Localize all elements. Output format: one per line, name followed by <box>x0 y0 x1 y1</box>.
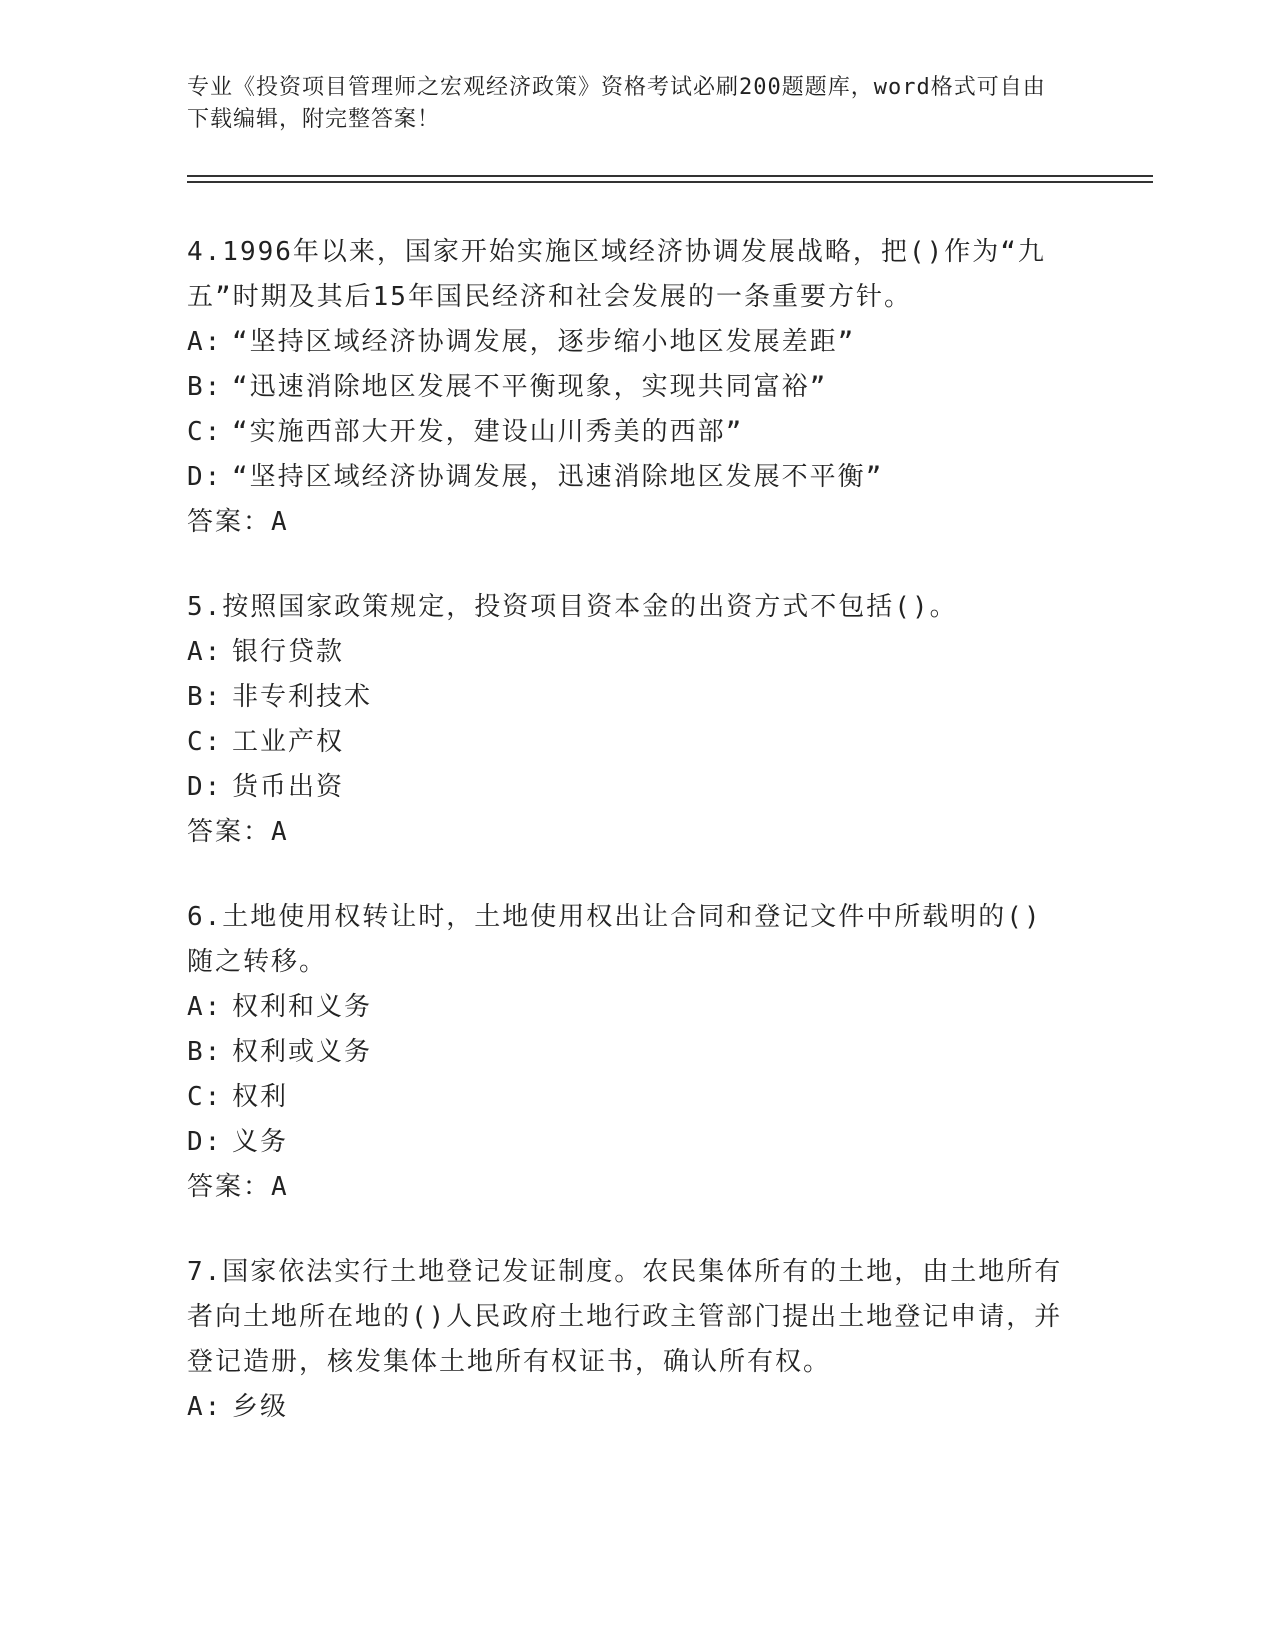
option-d <box>187 1120 1067 1165</box>
question-stem: 4.1996年以来，国家开始实施区域经济协调发展战略，把()作为“九五”时期及其后15年国民经济和社会发展的一条重要方针。 <box>187 237 1046 312</box>
option-key: B: <box>187 1037 223 1067</box>
option-b <box>187 675 1067 720</box>
option-text: 银行贷款 <box>232 637 345 667</box>
answer-value: A <box>271 817 289 847</box>
answer-line <box>187 1165 1067 1210</box>
option-key: D: <box>187 462 223 492</box>
option-text: 货币出资 <box>232 772 345 802</box>
option-a <box>187 1385 1067 1430</box>
option-key: C: <box>187 1082 223 1112</box>
option-key: D: <box>187 1127 223 1157</box>
option-key: A: <box>187 327 223 357</box>
option-text: 权利和义务 <box>232 992 373 1022</box>
option-text: “坚持区域经济协调发展，迅速消除地区发展不平衡” <box>232 462 884 492</box>
option-key: A: <box>187 637 223 667</box>
option-key: A: <box>187 1392 223 1422</box>
option-text: 义务 <box>232 1127 289 1157</box>
option-key: C: <box>187 727 223 757</box>
option-d <box>187 765 1067 810</box>
header-divider-top <box>187 175 1153 177</box>
option-a <box>187 985 1067 1030</box>
option-text: 工业产权 <box>232 727 345 757</box>
answer-value: A <box>271 507 289 537</box>
option-c <box>187 720 1067 765</box>
option-text: “实施西部大开发，建设山川秀美的西部” <box>232 417 744 447</box>
option-key: A: <box>187 992 223 1022</box>
question-stem: 7.国家依法实行土地登记发证制度。农民集体所有的土地，由土地所有者向土地所在地的()人民政府土地行政主管部门提出土地登记申请，并登记造册，核发集体土地所有权证书，确认所有权。 <box>187 1257 1063 1377</box>
question-stem: 5.按照国家政策规定，投资项目资本金的出资方式不包括()。 <box>187 592 958 622</box>
question-5 <box>187 585 1067 855</box>
option-d <box>187 455 1067 500</box>
question-7 <box>187 1250 1067 1430</box>
answer-label: 答案： <box>187 507 272 537</box>
header-divider-bottom <box>187 181 1153 183</box>
option-b <box>187 1030 1067 1075</box>
question-6 <box>187 895 1067 1210</box>
option-key: C: <box>187 417 223 447</box>
option-c <box>187 410 1067 455</box>
option-a <box>187 630 1067 675</box>
answer-value: A <box>271 1172 289 1202</box>
option-text: 权利或义务 <box>232 1037 373 1067</box>
option-text: “迅速消除地区发展不平衡现象，实现共同富裕” <box>232 372 828 402</box>
option-key: D: <box>187 772 223 802</box>
answer-line <box>187 500 1067 545</box>
document-header: 专业《投资项目管理师之宏观经济政策》资格考试必刷200题题库，word格式可自由下载编辑，附完整答案！ <box>187 75 1046 132</box>
option-key: B: <box>187 682 223 712</box>
answer-label: 答案： <box>187 1172 272 1202</box>
option-c <box>187 1075 1067 1120</box>
option-a <box>187 320 1067 365</box>
answer-line <box>187 810 1067 855</box>
option-text: 乡级 <box>232 1392 289 1422</box>
question-stem: 6.土地使用权转让时，土地使用权出让合同和登记文件中所载明的()随之转移。 <box>187 902 1042 977</box>
option-text: 权利 <box>232 1082 289 1112</box>
option-key: B: <box>187 372 223 402</box>
option-text: “坚持区域经济协调发展，逐步缩小地区发展差距” <box>232 327 856 357</box>
answer-label: 答案： <box>187 817 272 847</box>
option-text: 非专利技术 <box>232 682 373 712</box>
question-4 <box>187 230 1067 545</box>
option-b <box>187 365 1067 410</box>
question-list <box>187 230 1067 1470</box>
